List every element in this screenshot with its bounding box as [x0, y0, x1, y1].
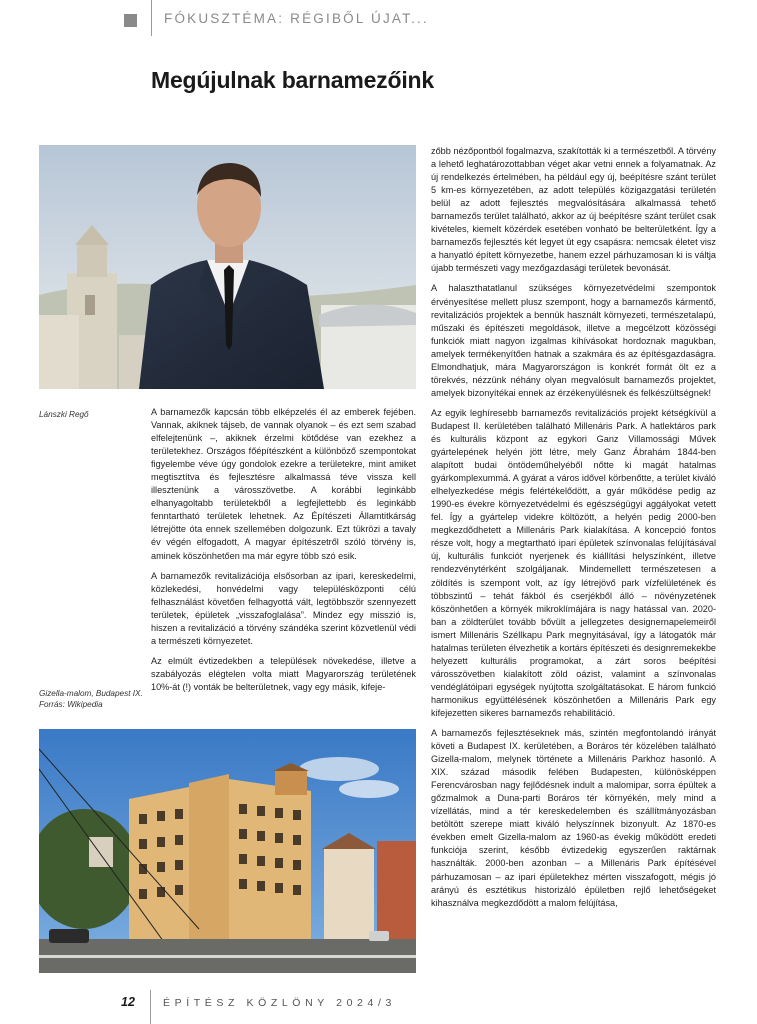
header-divider [151, 0, 152, 36]
footer-divider [150, 990, 151, 1024]
section-label: FÓKUSZTÉMA: RÉGIBŐL ÚJAT... [164, 11, 429, 26]
mill-illustration [39, 729, 416, 973]
page-number: 12 [121, 995, 135, 1009]
section-marker-square [124, 14, 137, 27]
portrait-photo [39, 145, 416, 389]
portrait-illustration [39, 145, 416, 389]
gizella-mill-photo [39, 729, 416, 973]
publication-name: ÉPÍTÉSZ KÖZLÖNY 2024/3 [163, 997, 396, 1009]
paragraph: Az egyik leghíresebb barnamezős revitalizációs projekt kétségkívül a Budapest II. kerületében található Millenáris Park. A hatlektáros park és kulturális központ az egykori Ganz Villamossági Művek gyártelepének helyén jött létre, mely Ganz Ábrahám 1844-ben alapított budai öntödeműhelyéből nőtte ki magát hatalmas gyárkomplexummá. A gyárat a város idővel körbenőtte, a terület kiváló elhelyezkedése mégis felértékelődött, a gyár működése pedig az 1990-es évekre környezetvédelmi és egészségügyi aggályokat vetett fel. Így a gyártelep videkre költözött, a helyén pedig 2000-ben megkezdődhetett a Millenáris Park kialakítása. A koncepció fontos része volt, hogy a megtartható ipari épületek színvonalas felújításával új, kulturális funkciót nyerjenek és kiállítási helyszínként, illetve rendezvénytérként szolgáljanak. Mindemellett természetesen a zöldítés is szempont volt, az így létrejövő park vízfelületének és többszintű – tehát fákból és cserjékből álló – növényzetének köszönhetően a környék mikroklímájára is nagy hatással van. 2020-ban a zöldterület tovább bővült a jellegzetes designernapelemeiről ismert Millenáris Széllkapu Park megnyitásával, így a látogatók már hatalmas területen élvezhetik a kortárs építészeti és designremekekbe helyezett kulturális programokat, a zárt soros beépítési városszövetben kialakított zöld oázist, valamint a színvonalas vendéglátóipari egységek nyújtotta szolgáltatásokat. E három funkció harmonikus együttélésének köszönhetően a Millenáris Park egy kifejezetten sikeres barnamezős rehabilitáció. [431, 407, 716, 718]
paragraph: A barnamezők kapcsán több elképzelés él az emberek fejében. Vannak, akiknek tájseb, de vannak olyanok – és ezt sem szabad elfelejtenünk –, akiknek érzelmi kötődése van ezekhez a területekhez. Országos főépítészként a különböző szempontokat figyelembe véve úgy gondolok ezekre a területekre, mint amiket megtisztítva és fejlesztésre alkalmassá téve vissza kell illesztenünk a városszövetbe. A korábbi leginkább elhanyagoltabb területekből a legfejlettebb és leginkább fenntartható területek lehetnek. Az Építészeti Államtitkárság létrejötte óta ennek szellemében dolgozunk. Ezt tükrözi a tavaly év végén elfogadott, A magyar építészetről szóló törvény is, aminek köszönhetően ma már egyre több szó esik. [151, 407, 416, 561]
paragraph: A barnamezők revitalizációja elsősorban az ipari, kereskedelmi, közlekedési, honvédelmi vagy településközponti célú felhasználást követően felhagyottá vált, legtöbbször szennyezett területek, épületek „visszafoglalása”. Mindez egy misszió is, hiszen a revitalizáció a törvény szándéka szerint közvetlenül védi a természeti környezetet. [151, 570, 416, 646]
paragraph: A halaszthatatlanul szükséges környezetvédelmi szempontok érvényesítése mellett plusz szempont, hogy a barnamezős kármentő, revitalizációs projektek a bennük használt környezeti, természetalapú, műszaki és építészeti megoldások, illetve a megcélzott közösségi funkciók miatt nagyon izgalmas kihívásokat hordoznak magukban, amelyek termékenyítően hatnak a szakmára és az építésgazdaságra. Elmondhatjuk, mára Magyarországon is konkrét formát ölt ez a törekvés, nézzünk néhány olyan megvalósult barnamezős projektet, amelyek bizonyítékai ennek az érzékenyülésnek és felkészültségnek! [431, 283, 716, 398]
left-text-column [151, 406, 416, 726]
article-title: Megújulnak barnamezőink [151, 67, 434, 93]
right-text-column [431, 145, 716, 979]
mill-caption: Gizella-malom, Budapest IX. Forrás: Wikipedia [39, 689, 143, 709]
paragraph: A barnamezős fejlesztéseknek más, szintén megfontolandó irányát követi a Budapest IX. kerületében, a Boráros tér közelében található Gizella-malom, melynek története a Millenáris Parkhoz hasonló. A XIX. század második felében Budapesten, különösképpen Ferencvárosban nagy fejlődésnek indult a malomipar, sorra épültek a gőzmalmok a Duna-parti Boráros tér környékén, mely mind a vízellátás, mind a tér kereskedelemben és szállítmányozásban betöltött szerepe miatt kiváló helyszínnek bizonyult. Az 1870-es években emelt Gizella-malom az 1960-as évekig működött eredeti funkciója szerint, később évtizedekig egyszerűen raktárnak használták. 2000-ben azonban – a Millenáris Park építésével párhuzamosan – az ipari épületekhez mérten visszafogott, mégis jó arányú és esztétikus historizáló épületben rejlő lehetőségeket kihasználva megkezdődött a malom felújítása, [431, 728, 716, 908]
paragraph: zőbb nézőpontból fogalmazva, szakították ki a természetből. A törvény a lehető leghatározottabban véget akar vetni ennek a folyamatnak. Az új rendelkezés értelmében, ha például egy új, beépítésre szánt terület 5 km-es környezetében, az adott település közigazgatási területén belül az adott fejlesztés megvalósítására alkalmassá tehető barnamezős terület található, akkor az új beépítésre szánt terület csak kivételes, kiemelt közérdek esetében vonható be belterületként. Így a barnamezős fejlesztés két legyet üt egy csapásra: nemcsak életet visz a hanyatló épített környezetbe, hanem ezzel párhuzamosan ki is váltja újabb természeti vagy mezőgazdasági területek bevonását. [431, 146, 716, 274]
paragraph: Az elmúlt évtizedekben a települések növekedése, illetve a szabályozás elégtelen volta miatt Magyarország területének 10%-át (!) vonták be belterületnek, vagy egy másik, kifeje- [151, 655, 416, 692]
portrait-caption: Lánszki Regő [39, 410, 89, 419]
